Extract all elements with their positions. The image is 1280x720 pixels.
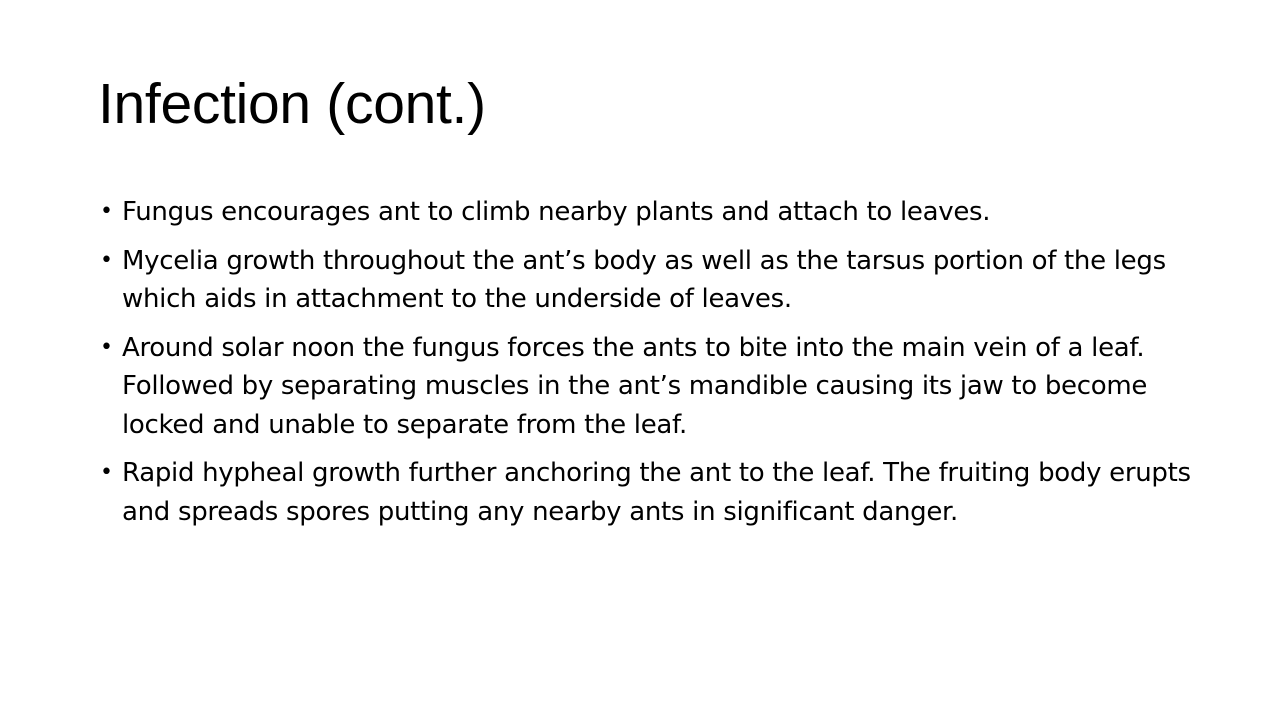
slide-title: Infection (cont.) bbox=[98, 72, 486, 136]
bullet-list bbox=[100, 193, 1210, 541]
bullet-dot-icon: • bbox=[100, 247, 113, 273]
bullet-text: Around solar noon the fungus forces the ants to bite into the main vein of a leaf. Followed by separating muscles in the ant’s mandible causing its jaw to become locked and unable to separate from the leaf. bbox=[122, 332, 1148, 440]
bullet-item bbox=[100, 193, 1210, 232]
bullet-text: Fungus encourages ant to climb nearby plants and attach to leaves. bbox=[122, 197, 991, 227]
bullet-dot-icon: • bbox=[100, 460, 113, 485]
bullet-item bbox=[100, 454, 1210, 531]
bullet-text: Rapid hypheal growth further anchoring the ant to the leaf. The fruiting body erupts and spreads spores putting any nearby ants in significant danger. bbox=[122, 458, 1191, 527]
bullet-dot-icon: • bbox=[100, 199, 113, 224]
bullet-item bbox=[100, 242, 1210, 319]
bullet-text: Mycelia growth throughout the ant’s body as well as the tarsus portion of the legs which aids in attachment to the underside of leaves. bbox=[122, 245, 1166, 314]
bullet-dot-icon: • bbox=[100, 334, 113, 360]
bullet-item bbox=[100, 329, 1210, 445]
